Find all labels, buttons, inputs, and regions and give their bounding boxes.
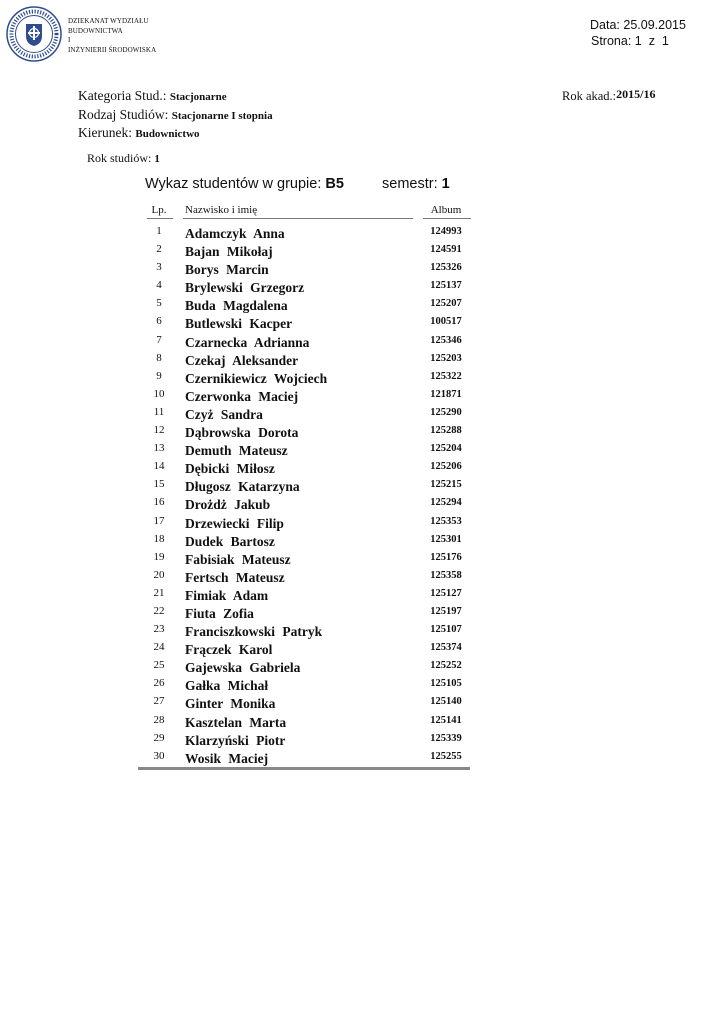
row-album-number: 125207 — [430, 298, 462, 310]
table-row — [138, 260, 470, 278]
row-student-name: Franciszkowski Patryk — [185, 624, 323, 640]
table-row — [138, 550, 470, 568]
row-album-number: 125322 — [430, 370, 462, 382]
header-divider — [183, 218, 413, 219]
row-student-name: Wosik Maciej — [185, 750, 269, 766]
table-row — [138, 622, 470, 640]
row-lp: 12 — [153, 424, 165, 437]
row-album-number: 125197 — [430, 605, 462, 617]
row-student-name: Brylewski Grzegorz — [185, 280, 305, 296]
row-album-number: 125288 — [430, 425, 462, 437]
row-student-name: Frączek Karol — [185, 642, 273, 658]
row-student-name: Czerwonka Maciej — [185, 388, 299, 404]
column-header-album: Album — [430, 204, 462, 216]
row-album-number: 125204 — [430, 443, 462, 455]
row-lp: 22 — [153, 604, 165, 617]
row-student-name: Adamczyk Anna — [185, 226, 285, 241]
print-date — [590, 18, 686, 32]
row-lp: 20 — [153, 568, 165, 581]
row-lp: 19 — [153, 550, 165, 563]
row-album-number: 125346 — [430, 334, 462, 346]
field-value: Budownictwo — [135, 128, 200, 140]
row-album-number: 125206 — [430, 461, 462, 473]
header-divider — [147, 218, 173, 219]
row-student-name: Buda Magdalena — [185, 298, 288, 314]
study-type-label: Rodzaj Studiów: — [78, 107, 169, 122]
row-lp: 29 — [153, 731, 165, 744]
row-lp: 25 — [153, 659, 165, 672]
row-album-number: 125326 — [430, 262, 462, 274]
row-lp: 4 — [156, 279, 162, 292]
table-row — [138, 658, 470, 676]
row-lp: 6 — [156, 315, 162, 328]
institution-name — [68, 17, 156, 55]
row-student-name: Dąbrowska Dorota — [185, 425, 299, 441]
semester-title — [382, 176, 450, 192]
row-lp: 27 — [153, 695, 165, 708]
row-lp: 16 — [153, 496, 165, 509]
date-value: 25.09.2015 — [623, 18, 686, 32]
column-header-lp: Lp. — [151, 204, 167, 216]
institution-line: BUDOWNICTWA — [68, 26, 123, 35]
row-student-name: Czernikiewicz Wojciech — [185, 370, 328, 386]
field-label: Kierunek: — [78, 125, 132, 140]
group-title — [145, 176, 344, 192]
row-album-number: 100517 — [430, 316, 462, 328]
row-album-number: 125107 — [430, 624, 462, 636]
table-row — [138, 495, 470, 513]
year-label: Rok studiów: — [87, 151, 152, 165]
field-line — [78, 125, 200, 142]
row-student-name: Dudek Bartosz — [185, 533, 275, 549]
row-album-number: 121871 — [430, 388, 462, 400]
page-number — [591, 34, 669, 48]
row-lp: 9 — [156, 369, 162, 382]
row-album-number: 125358 — [430, 569, 462, 581]
table-row — [138, 441, 470, 459]
table-row — [138, 731, 470, 749]
table-row — [138, 676, 470, 694]
table-row — [138, 459, 470, 477]
row-album-number: 125301 — [430, 533, 462, 545]
academic-year-value: 2015/16 — [616, 87, 656, 101]
academic-year-line — [562, 88, 656, 104]
group-value: B5 — [325, 176, 344, 192]
date-label: Data: — [590, 18, 620, 32]
table-bottom-rule — [138, 767, 470, 770]
row-student-name: Fimiak Adam — [185, 587, 269, 603]
row-student-name: Fertsch Mateusz — [185, 569, 285, 585]
row-album-number: 125294 — [430, 497, 462, 509]
table-row — [138, 369, 470, 387]
row-lp: 15 — [153, 478, 165, 491]
row-lp: 21 — [153, 586, 165, 599]
page-label: Strona: — [591, 34, 632, 48]
row-student-name: Długosz Katarzyna — [185, 479, 300, 495]
row-album-number: 125140 — [430, 696, 462, 708]
row-student-name: Klarzyński Piotr — [185, 732, 286, 748]
row-student-name: Czyż Sandra — [185, 406, 263, 422]
table-row — [138, 640, 470, 658]
row-student-name: Kasztelan Marta — [185, 714, 287, 730]
table-row — [138, 749, 470, 767]
page-value: 1 z 1 — [634, 34, 669, 48]
row-album-number: 125353 — [430, 515, 462, 527]
table-row — [138, 351, 470, 369]
row-student-name: Drożdż Jakub — [185, 497, 271, 513]
group-title-label: Wykaz studentów w grupie: — [145, 176, 322, 192]
row-student-name: Bajan Mikołaj — [185, 244, 273, 260]
row-student-name: Czarnecka Adrianna — [185, 334, 310, 350]
category-line — [78, 88, 227, 105]
row-student-name: Gałka Michał — [185, 678, 269, 694]
row-album-number: 125215 — [430, 479, 462, 491]
category-value: Stacjonarne — [169, 91, 227, 103]
institution-line: DZIEKANAT WYDZIAŁU — [68, 17, 149, 25]
table-row — [138, 333, 470, 351]
year-value: 1 — [154, 153, 160, 165]
row-student-name: Fabisiak Mateusz — [185, 551, 291, 567]
table-row — [138, 314, 470, 332]
study-type-value: Stacjonarne I stopnia — [171, 110, 273, 122]
row-album-number: 125290 — [430, 406, 462, 418]
table-row — [138, 224, 470, 242]
study-type-line — [78, 107, 273, 124]
row-album-number: 125176 — [430, 551, 462, 563]
row-student-name: Butlewski Kacper — [185, 316, 293, 332]
university-seal-icon — [6, 6, 62, 62]
semester-value: 1 — [441, 176, 450, 192]
table-row — [138, 278, 470, 296]
table-row — [138, 423, 470, 441]
row-lp: 5 — [156, 297, 162, 310]
row-student-name: Czekaj Aleksander — [185, 352, 299, 368]
column-header-name: Nazwisko i imię — [185, 204, 258, 216]
row-student-name: Borys Marcin — [185, 262, 269, 278]
row-student-name: Ginter Monika — [185, 696, 276, 712]
row-album-number: 124591 — [430, 244, 462, 256]
row-lp: 28 — [153, 713, 165, 726]
semester-label: semestr: — [382, 176, 438, 192]
table-row — [138, 242, 470, 260]
row-lp: 3 — [156, 261, 162, 274]
table-row — [138, 387, 470, 405]
row-lp: 8 — [156, 351, 162, 364]
table-row — [138, 477, 470, 495]
row-lp: 23 — [153, 623, 165, 636]
row-lp: 24 — [153, 641, 165, 654]
row-album-number: 125141 — [430, 714, 462, 726]
row-student-name: Gajewska Gabriela — [185, 660, 301, 676]
row-lp: 14 — [153, 460, 165, 473]
row-album-number: 124993 — [430, 226, 462, 237]
row-album-number: 125252 — [430, 660, 462, 672]
table-row — [138, 405, 470, 423]
row-lp: 1 — [156, 225, 162, 237]
table-row — [138, 586, 470, 604]
row-album-number: 125137 — [430, 280, 462, 292]
row-lp: 26 — [153, 677, 165, 690]
table-row — [138, 532, 470, 550]
row-lp: 7 — [156, 333, 162, 346]
row-student-name: Drzewiecki Filip — [185, 515, 284, 531]
row-lp: 30 — [153, 749, 165, 762]
table-row — [138, 694, 470, 712]
table-row — [138, 568, 470, 586]
row-lp: 10 — [153, 387, 165, 400]
institution-line: I — [68, 36, 71, 44]
row-album-number: 125339 — [430, 732, 462, 744]
header-divider — [423, 218, 471, 219]
category-label: Kategoria Stud.: — [78, 88, 167, 103]
table-row — [138, 296, 470, 314]
row-student-name: Fiuta Zofia — [185, 605, 254, 621]
student-table — [138, 224, 470, 767]
table-row — [138, 713, 470, 731]
row-album-number: 125105 — [430, 678, 462, 690]
institution-line: INŻYNIERII ŚRODOWISKA — [68, 45, 157, 54]
row-lp: 11 — [153, 405, 165, 418]
row-lp: 2 — [156, 243, 162, 256]
row-album-number: 125255 — [430, 750, 462, 762]
row-lp: 17 — [153, 514, 165, 527]
table-row — [138, 604, 470, 622]
academic-year-label: Rok akad.: — [562, 89, 617, 103]
row-album-number: 125203 — [430, 352, 462, 364]
row-lp: 13 — [153, 442, 165, 455]
year-line — [87, 150, 160, 167]
row-album-number: 125374 — [430, 642, 462, 654]
row-album-number: 125127 — [430, 587, 462, 599]
row-lp: 18 — [153, 532, 165, 545]
table-row — [138, 514, 470, 532]
row-student-name: Demuth Mateusz — [185, 443, 288, 459]
row-student-name: Dębicki Miłosz — [185, 461, 275, 477]
